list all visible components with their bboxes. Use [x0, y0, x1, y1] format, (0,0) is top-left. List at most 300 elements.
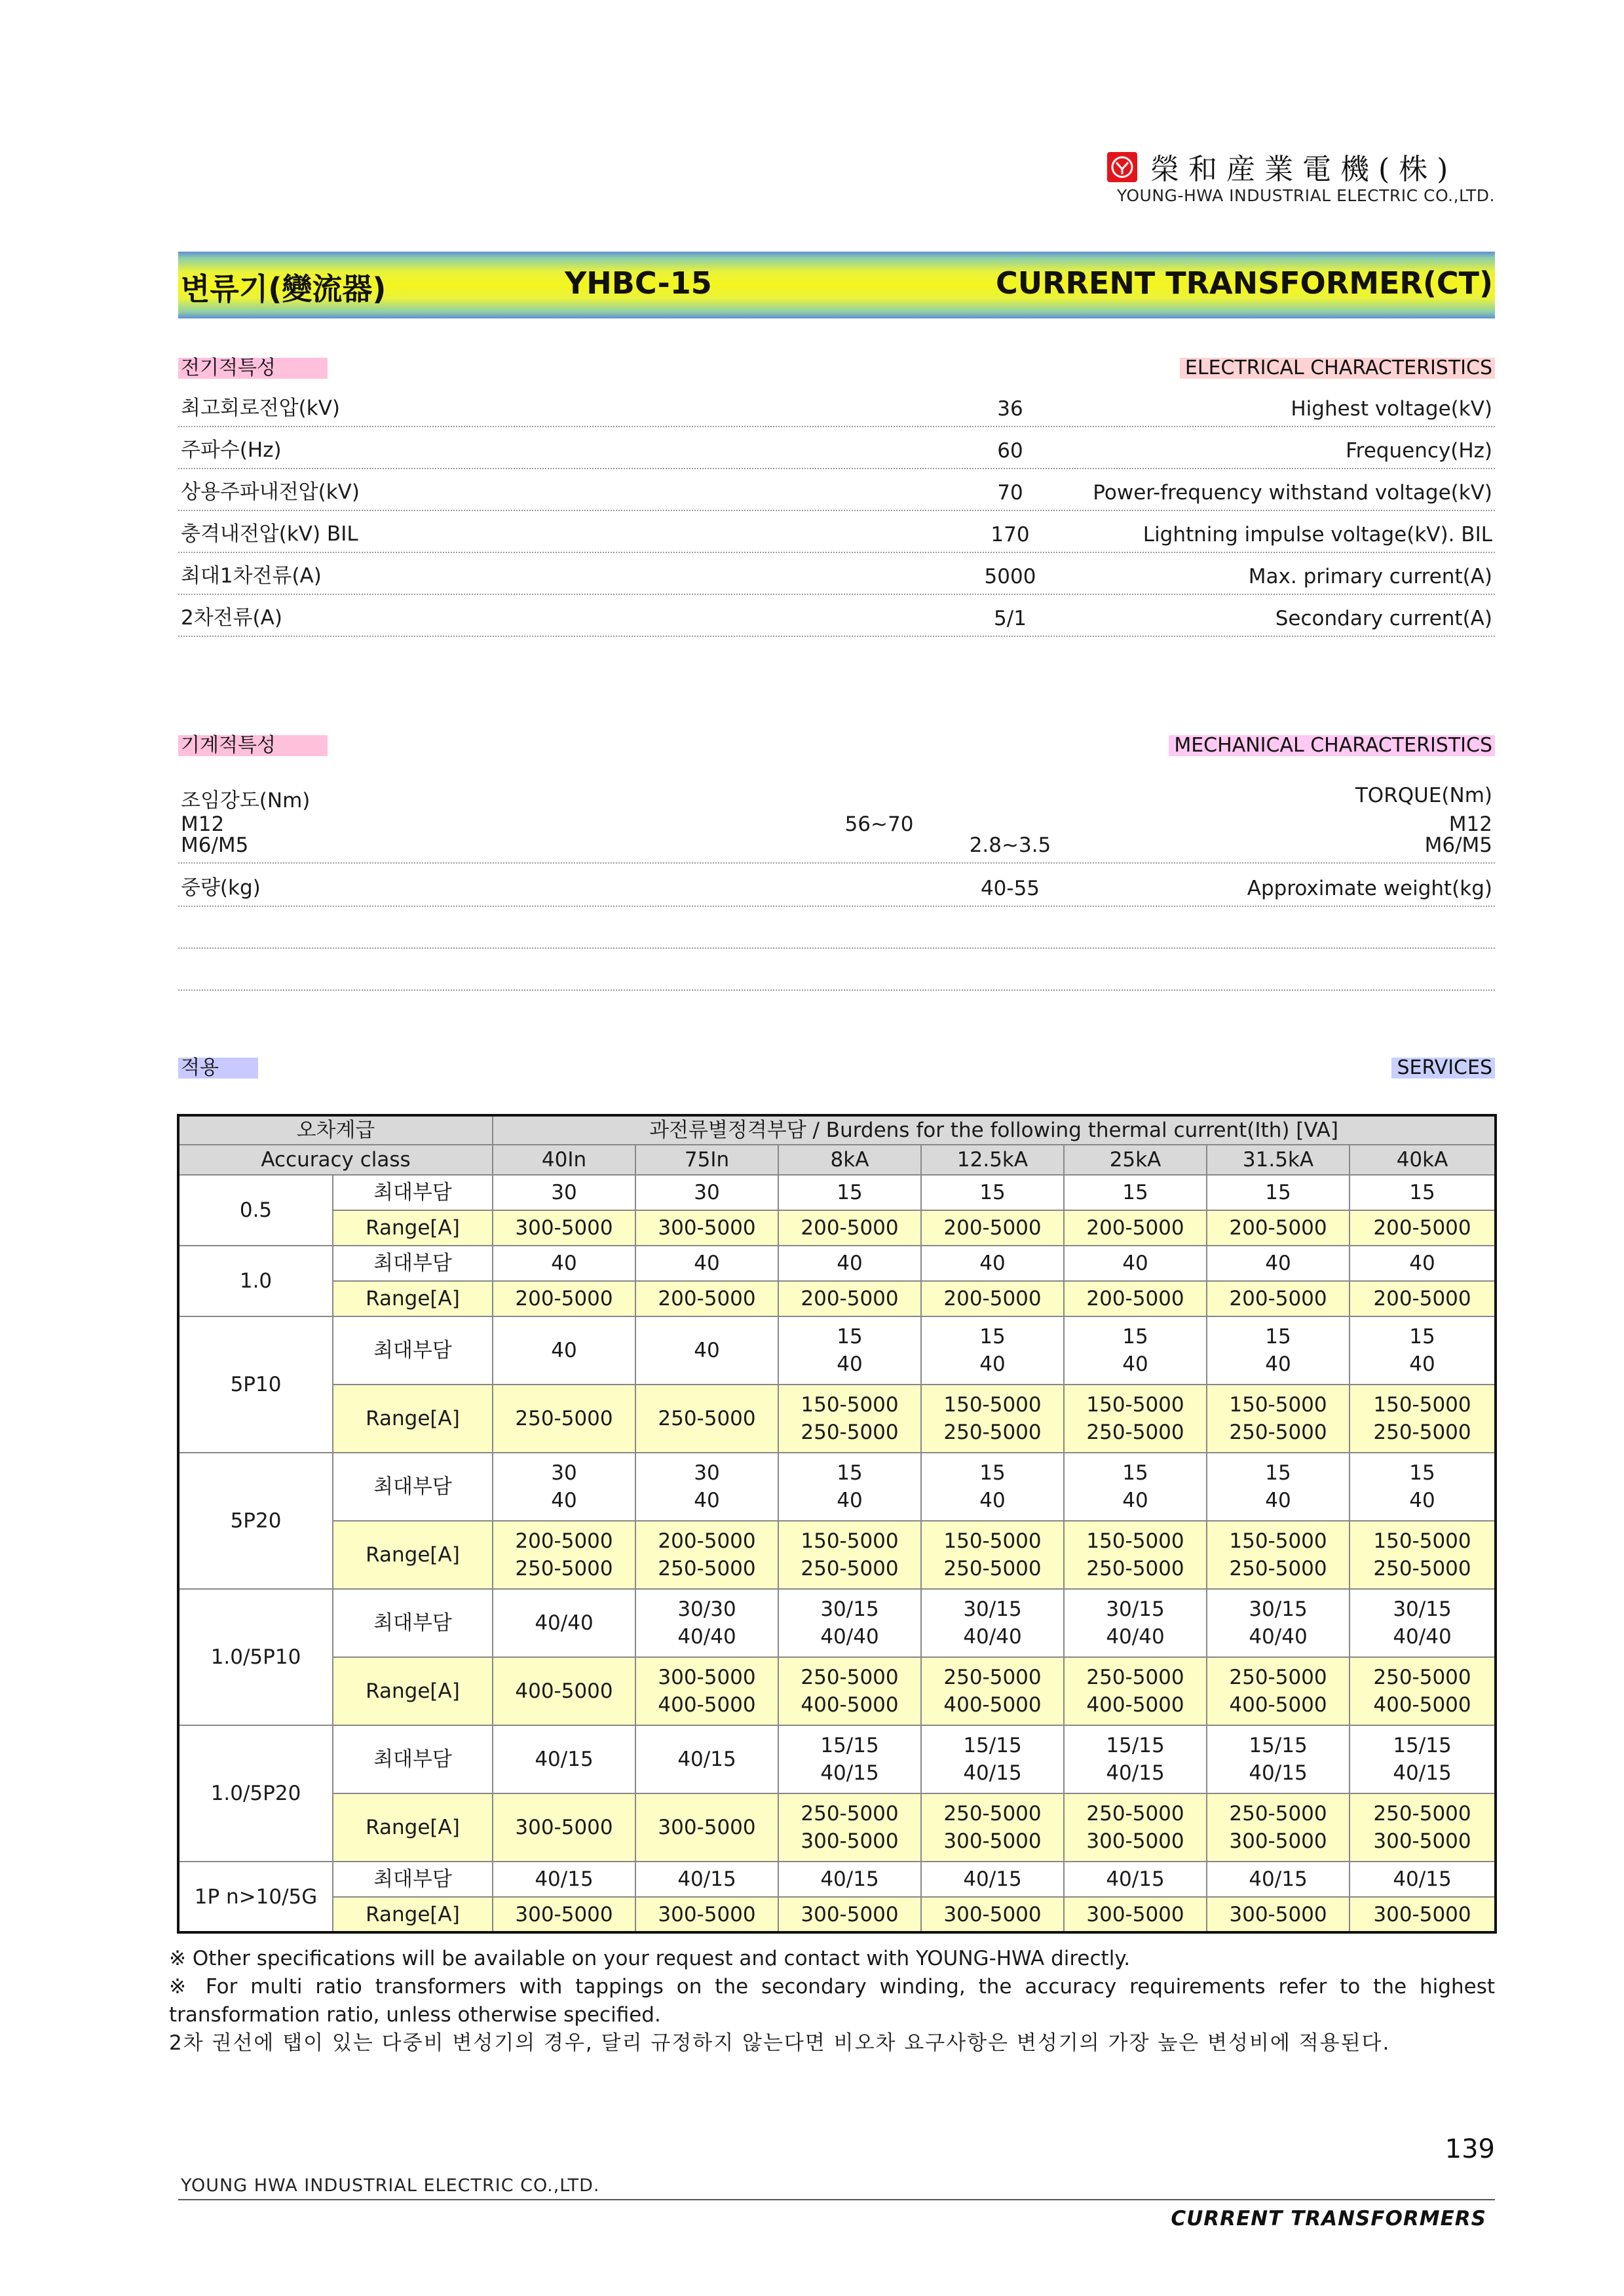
- range-cell: [1350, 1281, 1496, 1316]
- footer-company: YOUNG HWA INDUSTRIAL ELECTRIC CO.,LTD.: [181, 2175, 600, 2196]
- cell-value: 40/40: [535, 1611, 594, 1635]
- spec-label-kr: 상용주파내전압(kV): [181, 480, 360, 504]
- range-cell: [1064, 1521, 1207, 1589]
- burden-cell: [778, 1589, 921, 1657]
- cell-value: 40/15: [1106, 1867, 1165, 1891]
- table-row: [178, 1316, 1496, 1385]
- divider: [178, 947, 1495, 949]
- cell-value: 40/15: [1249, 1867, 1308, 1891]
- burden-cell: [1350, 1246, 1496, 1281]
- cell-value: 250-5000: [801, 1557, 899, 1580]
- range-cell: [493, 1281, 635, 1316]
- cell-value: 40: [551, 1489, 577, 1512]
- burden-cell: [778, 1246, 921, 1281]
- cell-value: 300-5000: [1086, 1902, 1184, 1926]
- spec-label-en: Power-frequency withstand voltage(kV): [1093, 481, 1492, 505]
- spec-label-en: Frequency(Hz): [1346, 439, 1492, 463]
- cell-value: 15/15: [963, 1734, 1022, 1757]
- range-cell: [493, 1897, 635, 1932]
- burden-cell: [493, 1316, 635, 1385]
- spec-value: 5000: [984, 565, 1036, 588]
- cell-value: 300-5000: [1086, 1829, 1184, 1853]
- cell-value: 40: [1122, 1252, 1148, 1275]
- table-row: [178, 1246, 1496, 1281]
- cell-value: 15: [979, 1325, 1006, 1349]
- range-label: Range[A]: [333, 1657, 493, 1725]
- range-cell: [778, 1657, 921, 1725]
- cell-value: 30/30: [677, 1598, 736, 1621]
- cell-value: 150-5000: [1373, 1529, 1471, 1553]
- cell-value: 150-5000: [1373, 1393, 1471, 1417]
- accuracy-class-cell: 1P n>10/5G: [178, 1862, 333, 1932]
- cell-value: 250-5000: [515, 1557, 613, 1580]
- cell-value: 250-5000: [801, 1802, 899, 1826]
- spec-label-en: Highest voltage(kV): [1291, 397, 1492, 421]
- cell-value: 250-5000: [658, 1557, 756, 1580]
- burden-cell: [1064, 1862, 1207, 1897]
- burden-cell: [921, 1316, 1064, 1385]
- burden-cell: [635, 1246, 778, 1281]
- cell-value: 300-5000: [1373, 1902, 1471, 1926]
- range-cell: [635, 1897, 778, 1932]
- spec-row-weight: [178, 865, 1495, 907]
- cell-value: 40/15: [1393, 1761, 1452, 1785]
- range-cell: [1207, 1281, 1350, 1316]
- m12-label-kr: M12: [181, 813, 225, 836]
- cell-value: 150-5000: [943, 1529, 1042, 1553]
- range-cell: [1350, 1521, 1496, 1589]
- cell-value: 15: [979, 1181, 1006, 1204]
- services-table: [177, 1114, 1497, 1934]
- burden-cell: [1350, 1589, 1496, 1657]
- burden-cell: [1064, 1246, 1207, 1281]
- range-cell: [635, 1385, 778, 1453]
- cell-value: 200-5000: [1086, 1287, 1184, 1311]
- company-logo: [1107, 152, 1137, 182]
- cell-value: 40: [979, 1352, 1006, 1376]
- range-cell: [1064, 1210, 1207, 1246]
- cell-value: 40/15: [820, 1761, 879, 1785]
- cell-value: 400-5000: [1086, 1693, 1184, 1717]
- cell-value: 40/15: [535, 1748, 594, 1771]
- services-section-label-en: SERVICES: [1391, 1058, 1495, 1079]
- spec-value: 60: [997, 439, 1023, 463]
- burden-cell: [1350, 1175, 1496, 1210]
- cell-value: 150-5000: [1229, 1393, 1327, 1417]
- burden-cell: [1064, 1589, 1207, 1657]
- burden-cell: [1207, 1316, 1350, 1385]
- cell-value: 300-5000: [801, 1902, 899, 1926]
- m12-label-en: M12: [1448, 813, 1492, 836]
- cell-value: 40/40: [1249, 1625, 1308, 1649]
- range-cell: [778, 1281, 921, 1316]
- cell-value: 250-5000: [658, 1407, 756, 1430]
- cell-value: 250-5000: [1086, 1421, 1184, 1444]
- burden-cell: [635, 1453, 778, 1521]
- cell-value: 200-5000: [801, 1287, 899, 1311]
- table-row: [178, 1453, 1496, 1521]
- accuracy-class-cell: 5P20: [178, 1453, 333, 1589]
- cell-value: 40/40: [820, 1625, 879, 1649]
- accuracy-class-cell: 1.0: [178, 1246, 333, 1316]
- cell-value: 250-5000: [1373, 1421, 1471, 1444]
- cell-value: 300-5000: [1229, 1829, 1327, 1853]
- accuracy-class-header-en: Accuracy class: [178, 1145, 493, 1175]
- cell-value: 200-5000: [1373, 1287, 1471, 1311]
- burden-cell: [635, 1316, 778, 1385]
- spec-row-frequency: [178, 427, 1495, 469]
- table-row: [178, 1725, 1496, 1793]
- burden-cell: [1064, 1725, 1207, 1793]
- burden-cell: [635, 1862, 778, 1897]
- column-header: 75In: [635, 1145, 778, 1175]
- cell-value: 15: [1265, 1181, 1291, 1204]
- note-multi-ratio-kr: 2차 권선에 탭이 있는 다중비 변성기의 경우, 달리 규정하지 않는다면 비오차 요구사항은 변성기의 가장 높은 변성비에 적용된다.: [169, 2031, 1391, 2055]
- cell-value: 40: [694, 1489, 720, 1512]
- burden-cell: [1207, 1725, 1350, 1793]
- cell-value: 250-5000: [1086, 1666, 1184, 1689]
- m6-label-kr: M6/M5: [181, 833, 249, 857]
- range-cell: [1064, 1897, 1207, 1932]
- cell-value: 300-5000: [658, 1816, 756, 1839]
- cell-value: 400-5000: [943, 1693, 1042, 1717]
- cell-value: 15/15: [1393, 1734, 1452, 1757]
- range-cell: [921, 1657, 1064, 1725]
- range-cell: [1207, 1793, 1350, 1862]
- range-cell: [493, 1657, 635, 1725]
- spec-row-m6-m5: [178, 830, 1495, 864]
- range-cell: [778, 1897, 921, 1932]
- cell-value: 40: [694, 1252, 720, 1275]
- cell-value: 250-5000: [943, 1802, 1042, 1826]
- cell-value: 250-5000: [943, 1557, 1042, 1580]
- range-cell: [921, 1521, 1064, 1589]
- cell-value: 200-5000: [1229, 1287, 1327, 1311]
- cell-value: 300-5000: [1373, 1829, 1471, 1853]
- range-cell: [1064, 1793, 1207, 1862]
- burden-cell: [1350, 1725, 1496, 1793]
- cell-value: 40: [979, 1252, 1006, 1275]
- cell-value: 250-5000: [801, 1666, 899, 1689]
- burden-cell: [635, 1725, 778, 1793]
- table-row: [178, 1175, 1496, 1210]
- burden-cell: [778, 1862, 921, 1897]
- accuracy-class-cell: 0.5: [178, 1175, 333, 1246]
- cell-value: 40: [837, 1252, 863, 1275]
- range-cell: [1350, 1897, 1496, 1932]
- torque-label-kr: 조임강도(Nm): [181, 789, 311, 813]
- burden-cell: [778, 1453, 921, 1521]
- cell-value: 250-5000: [1229, 1557, 1327, 1580]
- cell-value: 30/15: [963, 1598, 1022, 1621]
- table-row: [178, 1385, 1496, 1453]
- table-row: [178, 1521, 1496, 1589]
- cell-value: 15: [1122, 1181, 1148, 1204]
- spec-value: 70: [997, 481, 1023, 505]
- cell-value: 40/40: [1393, 1625, 1452, 1649]
- spec-row-secondary-current: [178, 595, 1495, 637]
- spec-row-highest-voltage: [178, 385, 1495, 427]
- m12-value: 56~70: [844, 813, 914, 836]
- weight-label-en: Approximate weight(kg): [1247, 877, 1492, 900]
- burden-cell: [1064, 1175, 1207, 1210]
- cell-value: 400-5000: [515, 1679, 613, 1703]
- table-row: [178, 1281, 1496, 1316]
- burden-label: 최대부담: [333, 1316, 493, 1385]
- cell-value: 200-5000: [1086, 1216, 1184, 1240]
- burden-cell: [778, 1725, 921, 1793]
- cell-value: 40/15: [677, 1748, 736, 1771]
- services-section-label-kr: 적용: [178, 1058, 258, 1079]
- burden-cell: [921, 1862, 1064, 1897]
- cell-value: 200-5000: [1229, 1216, 1327, 1240]
- cell-value: 40: [1409, 1489, 1435, 1512]
- range-label: Range[A]: [333, 1793, 493, 1862]
- cell-value: 15/15: [1106, 1734, 1165, 1757]
- burden-cell: [1064, 1316, 1207, 1385]
- spec-row-power-frequency-withstand: [178, 469, 1495, 511]
- range-cell: [1207, 1210, 1350, 1246]
- cell-value: 250-5000: [1229, 1666, 1327, 1689]
- burden-cell: [635, 1589, 778, 1657]
- cell-value: 15: [1265, 1461, 1291, 1485]
- cell-value: 15: [1122, 1461, 1148, 1485]
- spec-value: 170: [991, 523, 1030, 546]
- burden-cell: [1064, 1453, 1207, 1521]
- footer-rule: [178, 2199, 1495, 2200]
- burden-cell: [1207, 1246, 1350, 1281]
- cell-value: 200-5000: [943, 1287, 1042, 1311]
- burden-label: 최대부담: [333, 1246, 493, 1281]
- range-cell: [1207, 1521, 1350, 1589]
- cell-value: 400-5000: [1373, 1693, 1471, 1717]
- spec-label-en: Secondary current(A): [1275, 607, 1492, 630]
- company-name-en: YOUNG-HWA INDUSTRIAL ELECTRIC CO.,LTD.: [1116, 186, 1495, 205]
- range-cell: [1207, 1897, 1350, 1932]
- cell-value: 250-5000: [801, 1421, 899, 1444]
- range-cell: [635, 1793, 778, 1862]
- cell-value: 250-5000: [1373, 1557, 1471, 1580]
- table-row: [178, 1793, 1496, 1862]
- cell-value: 300-5000: [658, 1902, 756, 1926]
- cell-value: 15: [1409, 1325, 1435, 1349]
- cell-value: 300-5000: [801, 1829, 899, 1853]
- burden-cell: [921, 1175, 1064, 1210]
- spec-label-kr: 주파수(Hz): [181, 438, 282, 462]
- weight-value: 40-55: [980, 877, 1040, 900]
- accuracy-class-header-kr: 오차계급: [178, 1115, 493, 1145]
- cell-value: 250-5000: [1086, 1802, 1184, 1826]
- cell-value: 300-5000: [515, 1816, 613, 1839]
- range-label: Range[A]: [333, 1210, 493, 1246]
- cell-value: 40/40: [1106, 1625, 1165, 1649]
- cell-value: 400-5000: [801, 1693, 899, 1717]
- cell-value: 200-5000: [658, 1287, 756, 1311]
- range-cell: [635, 1521, 778, 1589]
- spec-label-kr: 2차전류(A): [181, 606, 282, 630]
- range-cell: [1207, 1385, 1350, 1453]
- cell-value: 40/15: [963, 1761, 1022, 1785]
- burden-label: 최대부담: [333, 1175, 493, 1210]
- spec-label-kr: 충격내전압(kV) BIL: [181, 522, 358, 546]
- range-cell: [921, 1897, 1064, 1932]
- burden-cell: [493, 1589, 635, 1657]
- cell-value: 250-5000: [943, 1666, 1042, 1689]
- cell-value: 40: [837, 1489, 863, 1512]
- cell-value: 400-5000: [658, 1693, 756, 1717]
- model-number: YHBC-15: [565, 265, 712, 301]
- range-cell: [493, 1521, 635, 1589]
- cell-value: 15: [837, 1461, 863, 1485]
- range-cell: [921, 1210, 1064, 1246]
- spec-label-kr: 최고회로전압(kV): [181, 396, 341, 420]
- column-header: 25kA: [1064, 1145, 1207, 1175]
- cell-value: 40/15: [820, 1867, 879, 1891]
- range-cell: [1350, 1385, 1496, 1453]
- spec-value: 36: [997, 397, 1023, 421]
- cell-value: 300-5000: [658, 1216, 756, 1240]
- cell-value: 40: [1409, 1252, 1435, 1275]
- title-kr: 변류기(變流器): [181, 271, 387, 307]
- burden-cell: [635, 1175, 778, 1210]
- mechanical-section-label-en: MECHANICAL CHARACTERISTICS: [1169, 735, 1495, 756]
- cell-value: 150-5000: [801, 1393, 899, 1417]
- cell-value: 30/15: [820, 1598, 879, 1621]
- burden-cell: [921, 1453, 1064, 1521]
- burden-cell: [778, 1316, 921, 1385]
- cell-value: 30: [551, 1461, 577, 1485]
- spec-row-lightning-impulse: [178, 511, 1495, 553]
- range-label: Range[A]: [333, 1897, 493, 1932]
- divider: [178, 989, 1495, 991]
- cell-value: 250-5000: [515, 1407, 613, 1430]
- table-row: [178, 1657, 1496, 1725]
- range-label: Range[A]: [333, 1521, 493, 1589]
- mechanical-section-label-kr: 기계적특성: [178, 735, 328, 756]
- cell-value: 250-5000: [1373, 1666, 1471, 1689]
- range-label: Range[A]: [333, 1385, 493, 1453]
- cell-value: 200-5000: [658, 1529, 756, 1553]
- cell-value: 40: [1409, 1352, 1435, 1376]
- burden-cell: [493, 1246, 635, 1281]
- range-cell: [778, 1385, 921, 1453]
- note-multi-ratio-en: ※ For multi ratio transformers with tappings on the secondary winding, the accuracy requirements refer to the highest transformation ratio, unless otherwise specified.: [169, 1975, 1495, 2027]
- accuracy-class-cell: 1.0/5P20: [178, 1725, 333, 1862]
- electrical-section-label-kr: 전기적특성: [178, 358, 328, 379]
- burden-cell: [1350, 1862, 1496, 1897]
- burden-cell: [1207, 1453, 1350, 1521]
- spec-value: 5/1: [994, 607, 1027, 630]
- burden-label: 최대부담: [333, 1725, 493, 1793]
- cell-value: 40: [1122, 1352, 1148, 1376]
- burden-cell: [921, 1246, 1064, 1281]
- burden-label: 최대부담: [333, 1453, 493, 1521]
- cell-value: 150-5000: [1229, 1529, 1327, 1553]
- cell-value: 300-5000: [943, 1829, 1042, 1853]
- cell-value: 300-5000: [515, 1902, 613, 1926]
- burden-label: 최대부담: [333, 1589, 493, 1657]
- burden-cell: [1207, 1862, 1350, 1897]
- range-cell: [921, 1385, 1064, 1453]
- cell-value: 40/15: [963, 1867, 1022, 1891]
- cell-value: 150-5000: [801, 1529, 899, 1553]
- column-header: 31.5kA: [1207, 1145, 1350, 1175]
- cell-value: 150-5000: [1086, 1529, 1184, 1553]
- range-cell: [1064, 1385, 1207, 1453]
- burdens-header: 과전류별정격부담 / Burdens for the following thermal current(Ith) [VA]: [493, 1115, 1496, 1145]
- footer-title: CURRENT TRANSFORMERS: [1171, 2207, 1486, 2230]
- burden-cell: [493, 1725, 635, 1793]
- cell-value: 250-5000: [1229, 1802, 1327, 1826]
- range-cell: [1064, 1657, 1207, 1725]
- cell-value: 40: [979, 1489, 1006, 1512]
- cell-value: 200-5000: [515, 1529, 613, 1553]
- note-other-specifications: ※ Other specifications will be available on your request and contact with YOUNG-HWA directly.: [169, 1947, 1131, 1970]
- spec-label-en: Lightning impulse voltage(kV). BIL: [1142, 523, 1492, 546]
- cell-value: 15/15: [820, 1734, 879, 1757]
- cell-value: 200-5000: [1373, 1216, 1471, 1240]
- cell-value: 40/15: [1393, 1867, 1452, 1891]
- cell-value: 40: [694, 1339, 720, 1362]
- cell-value: 40/15: [535, 1867, 594, 1891]
- cell-value: 15: [1409, 1181, 1435, 1204]
- cell-value: 250-5000: [1229, 1421, 1327, 1444]
- company-name-kr: 榮和産業電機(株): [1150, 153, 1458, 186]
- burden-cell: [493, 1453, 635, 1521]
- cell-value: 15: [1122, 1325, 1148, 1349]
- cell-value: 300-5000: [515, 1216, 613, 1240]
- cell-value: 30: [694, 1181, 720, 1204]
- cell-value: 40: [551, 1252, 577, 1275]
- burden-label: 최대부담: [333, 1862, 493, 1897]
- range-cell: [921, 1281, 1064, 1316]
- weight-label-kr: 중량(kg): [181, 876, 261, 900]
- range-cell: [635, 1281, 778, 1316]
- cell-value: 200-5000: [801, 1216, 899, 1240]
- cell-value: 300-5000: [658, 1666, 756, 1689]
- table-row: [178, 1210, 1496, 1246]
- cell-value: 15: [979, 1461, 1006, 1485]
- accuracy-class-cell: 5P10: [178, 1316, 333, 1453]
- range-cell: [778, 1793, 921, 1862]
- burden-cell: [921, 1589, 1064, 1657]
- range-cell: [778, 1521, 921, 1589]
- company-logo-icon: [1110, 155, 1135, 180]
- cell-value: 300-5000: [1229, 1902, 1327, 1926]
- burden-cell: [493, 1862, 635, 1897]
- cell-value: 15: [1265, 1325, 1291, 1349]
- burden-cell: [1207, 1589, 1350, 1657]
- cell-value: 30: [694, 1461, 720, 1485]
- electrical-section-label-en: ELECTRICAL CHARACTERISTICS: [1180, 358, 1495, 379]
- m6-label-en: M6/M5: [1424, 833, 1492, 857]
- range-cell: [1064, 1281, 1207, 1316]
- cell-value: 40: [551, 1339, 577, 1362]
- column-header: 40In: [493, 1145, 635, 1175]
- cell-value: 300-5000: [943, 1902, 1042, 1926]
- range-cell: [635, 1210, 778, 1246]
- cell-value: 30: [551, 1181, 577, 1204]
- cell-value: 40: [1265, 1489, 1291, 1512]
- burden-cell: [493, 1175, 635, 1210]
- cell-value: 30/15: [1249, 1598, 1308, 1621]
- cell-value: 40/40: [677, 1625, 736, 1649]
- cell-value: 15: [837, 1325, 863, 1349]
- range-label: Range[A]: [333, 1281, 493, 1316]
- column-header: 8kA: [778, 1145, 921, 1175]
- spec-row-max-primary-current: [178, 553, 1495, 595]
- cell-value: 30/15: [1393, 1598, 1452, 1621]
